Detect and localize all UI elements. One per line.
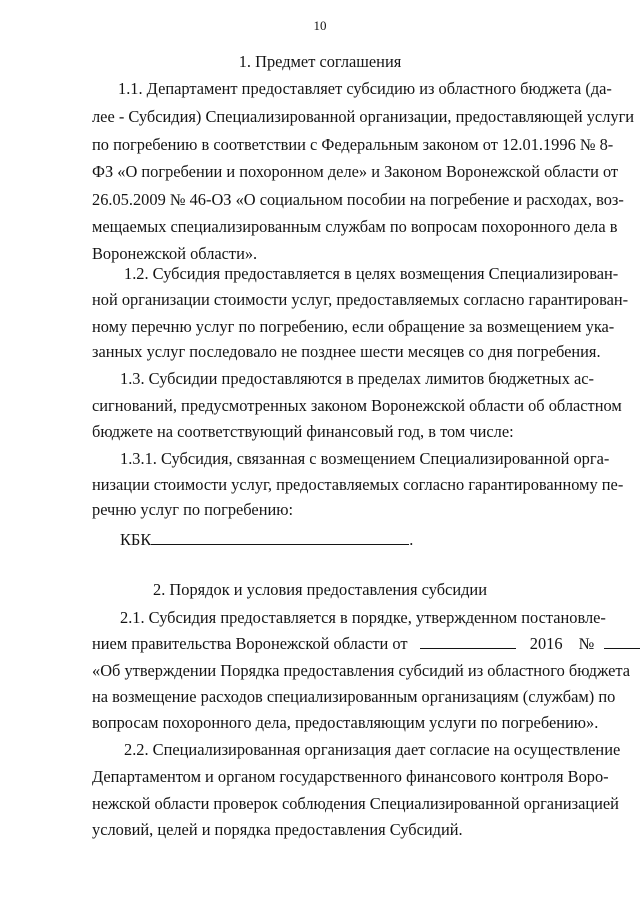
text-line: Воронежской области». xyxy=(92,244,258,263)
text-line: 2.2. Специализированная организация дает согласие на осуществление xyxy=(124,740,621,759)
text-line: мещаемых специализированным службам по вопросам похоронного дела в xyxy=(92,217,618,236)
kbk-end: . xyxy=(409,530,414,549)
text-line: вопросам похоронного дела, предоставляющим услуги по погребению». xyxy=(92,713,599,732)
section-2-heading: 2. Порядок и условия предоставления субсидии xyxy=(153,580,487,599)
text-line: Департаментом и органом государственного финансового контроля Воро- xyxy=(92,767,609,786)
text-line: речню услуг по погребению: xyxy=(92,500,294,519)
text-line: 26.05.2009 № 46-ОЗ «О социальном пособии на погребение и расходах, воз- xyxy=(92,190,624,209)
section-1-heading: 1. Предмет соглашения xyxy=(238,52,402,71)
text-line xyxy=(92,634,595,654)
text-line: лее - Субсидия) Специализированной организации, предоставляющей услуги xyxy=(92,107,635,126)
text-line: сигнований, предусмотренных законом Воронежской области об областном xyxy=(92,396,622,415)
text-line: по погребению в соответствии с Федеральным законом от 12.01.1996 № 8- xyxy=(92,135,614,154)
text-fragment: нием правительства Воронежской области от xyxy=(92,634,408,653)
date-blank-field[interactable] xyxy=(420,634,516,649)
text-line: ФЗ «О погребении и похоронном деле» и Законом Воронежской области от xyxy=(92,162,619,181)
page-number: 10 xyxy=(313,18,327,33)
text-line: 2.1. Субсидия предоставляется в порядке, утвержденном постановле- xyxy=(120,608,606,627)
text-line: ной организации стоимости услуг, предоставляемых согласно гарантирован- xyxy=(92,290,629,309)
text-line: низации стоимости услуг, предоставляемых согласно гарантированному пе- xyxy=(92,475,624,494)
text-line: 1.3.1. Субсидия, связанная с возмещением Специализированной орга- xyxy=(120,449,610,468)
text-line: нежской области проверок соблюдения Специализированной организацией xyxy=(92,794,619,813)
number-blank-field[interactable] xyxy=(604,634,640,649)
text-line: условий, целей и порядка предоставления Субсидий. xyxy=(92,820,463,839)
kbk-line xyxy=(120,530,520,550)
text-line: «Об утверждении Порядка предоставления субсидий из областного бюджета xyxy=(92,661,630,680)
year-text: 2016 xyxy=(529,634,563,653)
text-line: 1.2. Субсидия предоставляется в целях возмещения Специализирован- xyxy=(124,264,619,283)
text-line: занных услуг последовало не позднее шести месяцев со дня погребения. xyxy=(92,342,601,361)
kbk-label: КБК xyxy=(120,530,152,549)
text-line: ному перечню услуг по погребению, если обращение за возмещением ука- xyxy=(92,317,615,336)
text-line: 1.1. Департамент предоставляет субсидию из областного бюджета (да- xyxy=(118,79,612,98)
text-line: бюджете на соответствующий финансовый год, в том числе: xyxy=(92,422,514,441)
kbk-blank-field[interactable] xyxy=(151,530,409,545)
number-sign: № xyxy=(578,634,595,653)
text-line: 1.3. Субсидии предоставляются в пределах лимитов бюджетных ас- xyxy=(120,369,594,388)
text-line: на возмещение расходов специализированным организациям (службам) по xyxy=(92,687,616,706)
